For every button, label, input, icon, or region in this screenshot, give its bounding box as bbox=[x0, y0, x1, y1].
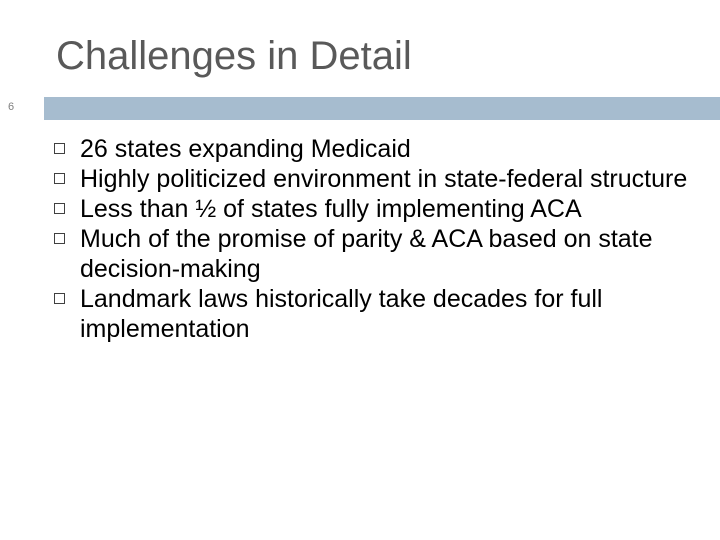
bullet-item bbox=[54, 164, 704, 194]
square-bullet-icon bbox=[54, 173, 65, 184]
bullet-text: Highly politicized environment in state-federal structure bbox=[80, 165, 688, 193]
title-accent-bar bbox=[44, 97, 720, 120]
square-bullet-icon bbox=[54, 233, 65, 244]
square-bullet-icon bbox=[54, 293, 65, 304]
slide-number-box bbox=[0, 97, 38, 121]
bullet-text: Landmark laws historically take decades for full implementation bbox=[80, 285, 603, 343]
slide-number: 6 bbox=[8, 101, 15, 113]
bullet-text: Less than ½ of states fully implementing ACA bbox=[80, 195, 582, 223]
bullet-item bbox=[54, 284, 704, 344]
bullet-text: Much of the promise of parity & ACA based on state decision-making bbox=[80, 225, 653, 283]
square-bullet-icon bbox=[54, 143, 65, 154]
bullet-item bbox=[54, 224, 704, 284]
bullet-text: 26 states expanding Medicaid bbox=[80, 135, 411, 163]
slide-title: Challenges in Detail bbox=[56, 34, 412, 78]
bullet-list bbox=[54, 134, 704, 344]
square-bullet-icon bbox=[54, 203, 65, 214]
bullet-item bbox=[54, 134, 704, 164]
bullet-item bbox=[54, 194, 704, 224]
